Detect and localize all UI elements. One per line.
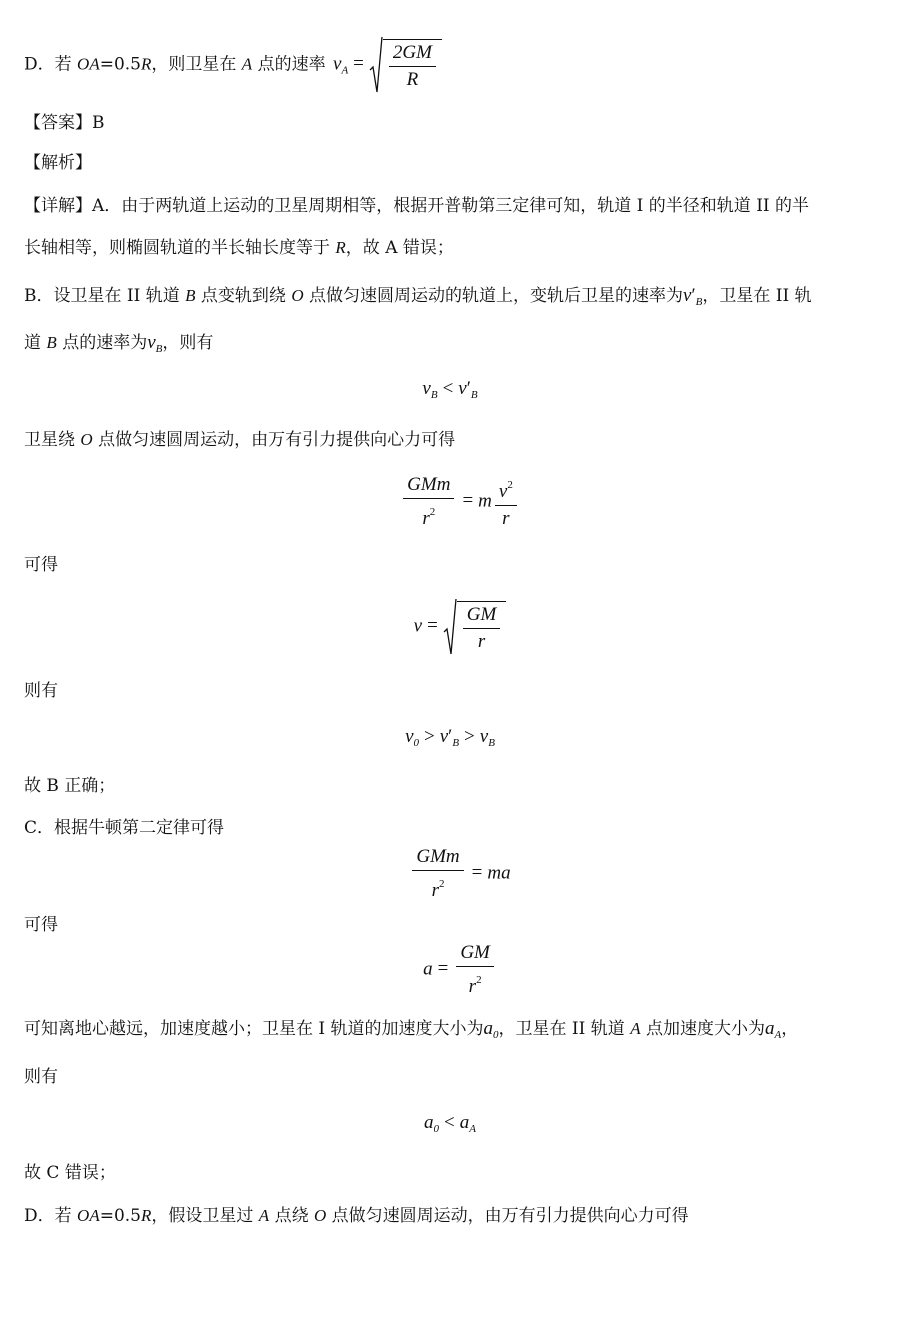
text: 道: [24, 333, 47, 353]
text: ，故 A 错误；: [345, 238, 454, 258]
text: 长轴相等，则椭圆轨道的半长轴长度等于: [24, 238, 336, 258]
text: OA: [77, 1206, 100, 1225]
text: B: [46, 333, 57, 352]
text: 点的速率: [252, 54, 326, 75]
text: =0.5: [99, 54, 141, 75]
text: 点的速率为: [56, 333, 148, 353]
text: ，则有: [162, 333, 214, 353]
text: B: [185, 286, 196, 305]
text: O: [314, 1206, 327, 1225]
text: ，假设卫星过: [151, 1206, 259, 1226]
text: 点做匀速圆周运动的轨道上，变轨后卫星的速率为: [303, 286, 684, 306]
text: ，: [781, 1019, 799, 1039]
text: A: [630, 1019, 641, 1038]
equation-vb-lt-vbprime: $v_B < v'_B$: [422, 378, 478, 401]
text: =0.5: [99, 1206, 141, 1226]
sqrt-icon: $\frac{2GM}{R}$: [369, 36, 442, 94]
text: 点做匀速圆周运动，由万有引力提供向心力可得: [92, 430, 456, 450]
equation-a-order: $a_0 < a_A$: [424, 1112, 476, 1135]
zeyou-2: 则有: [24, 1067, 58, 1087]
kede-2: 可得: [24, 915, 58, 935]
text: A: [258, 1206, 270, 1225]
text: 点变轨到绕: [195, 286, 292, 306]
text: 点做匀速圆周运动，由万有引力提供向心力可得: [326, 1206, 689, 1226]
b-line-1: [24, 283, 812, 315]
acceleration-line: [24, 1016, 798, 1048]
text: 卫星绕: [24, 430, 81, 450]
kede-1: 可得: [24, 555, 58, 575]
c-line-1: C．根据牛顿第二定律可得: [24, 818, 225, 838]
text: O: [291, 286, 304, 305]
text: O: [80, 430, 93, 449]
equation-newton-second: $\frac{\text{GMm}}{r^2}$ = ma: [10, 846, 900, 902]
zeyou-1: 则有: [24, 681, 58, 701]
sqrt-icon: $\frac{GM}{r}$: [443, 598, 507, 656]
text: D．若: [24, 1206, 78, 1226]
text: 点加速度大小为: [640, 1019, 765, 1039]
text: 可知离地心越远，加速度越小；卫星在 I 轨道的加速度大小为: [24, 1019, 484, 1039]
detail-line-1: 【详解】A．由于两轨道上运动的卫星周期相等，根据开普勒第三定律可知，轨道 I 的半径和轨道 II 的半: [24, 196, 810, 216]
text: OA: [77, 54, 100, 74]
equation-v-sqrt: v = $\frac{GM}{r}$: [10, 598, 900, 656]
text: ，卫星在 II 轨道: [498, 1019, 631, 1039]
b-correct: 故 B 正确；: [24, 776, 116, 796]
answer-label: 【答案】B: [24, 113, 105, 133]
text: 点绕: [269, 1206, 314, 1226]
text: ，则卫星在: [151, 54, 242, 75]
a0: $a_0$: [483, 1018, 499, 1041]
text: R: [335, 238, 346, 257]
circular-motion-line: [24, 427, 455, 453]
c-wrong: 故 C 错误；: [24, 1163, 116, 1183]
text: ，卫星在 II 轨: [702, 286, 812, 306]
detail-line-2: [24, 235, 454, 261]
aA: $a_A$: [764, 1018, 782, 1041]
text: R: [141, 54, 152, 74]
equation-v-order: $v_0 > v'_B > v_B$: [405, 726, 495, 749]
d-line-2: [24, 1203, 689, 1229]
analysis-label: 【解析】: [24, 153, 92, 173]
equation-gravity-centripetal: $\frac{\text{GMm}}{r^2}$ = m $\frac{v^2}{r}$: [10, 474, 900, 530]
b-line-2: [24, 330, 213, 362]
vb: $v_B$: [147, 332, 163, 355]
va-formula: $v_A$ = $\frac{2GM}{R}$: [333, 36, 442, 94]
text: D．若: [24, 54, 78, 75]
text: A: [241, 54, 253, 74]
vb-prime: $v'_B$: [683, 285, 703, 308]
text: B．设卫星在 II 轨道: [24, 286, 186, 306]
equation-acceleration: a = $\frac{GM}{r^2}$: [10, 942, 900, 998]
text: R: [141, 1206, 152, 1225]
option-d-line: [24, 36, 442, 94]
